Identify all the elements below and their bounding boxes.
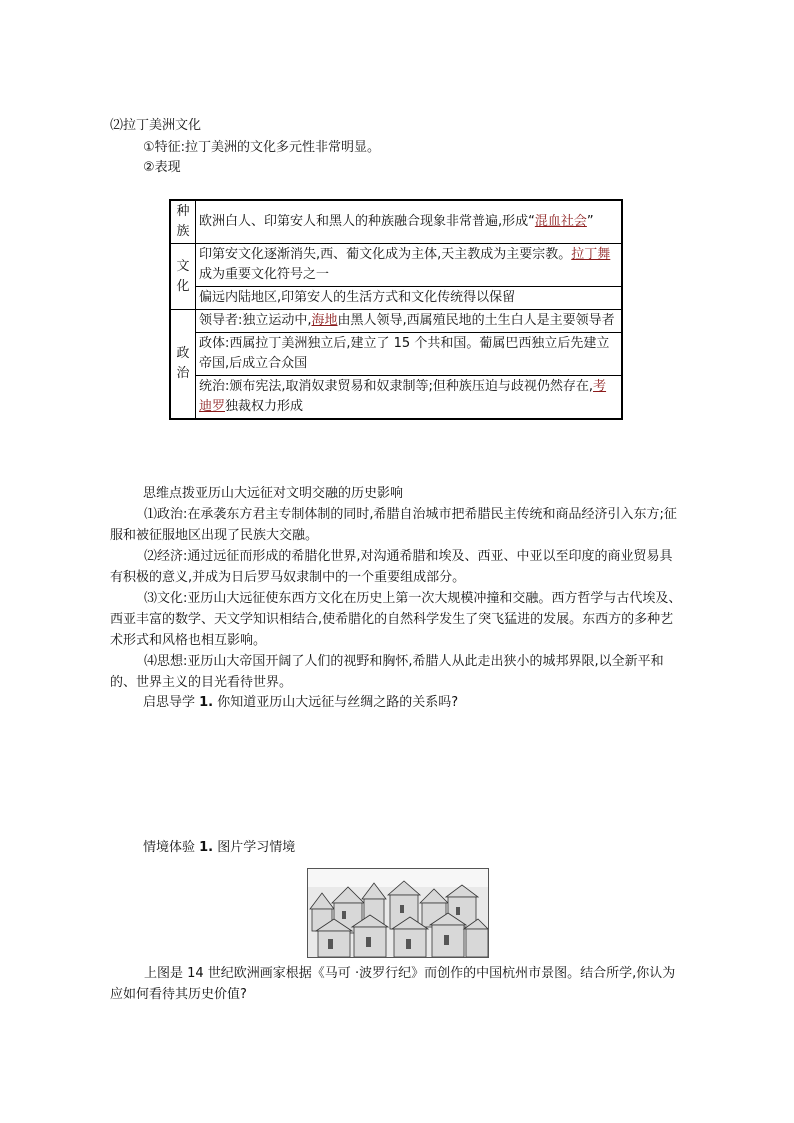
category-culture: 文化: [170, 244, 196, 310]
politics-cell-2: 政体:西属拉丁美洲独立后,建立了 15 个共和国。葡属巴西独立后先建立帝国,后成立合众国: [196, 333, 623, 376]
hangzhou-city-painting: [307, 868, 489, 958]
caudillo-link[interactable]: 考迪罗: [199, 379, 607, 414]
table-row: [170, 200, 622, 244]
politics-cell-3: [196, 376, 623, 420]
race-tail: ”: [586, 214, 594, 229]
guide-text: 你知道亚历山大远征与丝绸之路的关系吗?: [213, 695, 459, 710]
table-row: [170, 376, 622, 420]
scenario-number: 1.: [199, 840, 214, 855]
thinking-politics: ⑴政治:在承袭东方君主专制体制的同时,希腊自治城市把希腊民主传统和商品经济引入东方;征服和被征服地区出现了民族大交融。: [110, 507, 677, 543]
politics-tail-3: 独裁权力形成: [225, 399, 304, 414]
race-cell: [196, 200, 623, 244]
politics-text-1: 领导者:独立运动中,: [199, 313, 312, 328]
politics-text-3: 统治:颁布宪法,取消奴隶贸易和奴隶制等;但种族压迫与歧视仍然存在,: [199, 379, 594, 394]
guide-number: 1.: [199, 695, 214, 710]
latin-america-culture-table: [169, 199, 623, 420]
guide-question: [143, 693, 458, 713]
politics-cell-1: [196, 310, 623, 333]
thinking-thought: ⑷思想:亚历山大帝国开阔了人们的视野和胸怀,希腊人从此走出狭小的城邦界限,以全新平和的、世界主义的目光看待世界。: [110, 654, 664, 690]
table-row: [170, 310, 622, 333]
guide-label: 启思导学: [143, 695, 200, 710]
scenario-heading: [143, 838, 295, 858]
feature-line: ①特征:拉丁美洲的文化多元性非常明显。: [143, 140, 381, 155]
category-race: 种族: [170, 200, 196, 244]
scenario-title: 图片学习情境: [213, 840, 296, 855]
thinking-culture: ⑶文化:亚历山大远征使东西方文化在历史上第一次大规模冲撞和交融。西方哲学与古代埃及、西亚丰富的数学、天文学知识相结合,使希腊化的自然科学发生了突飞猛进的发展。东西方的多种艺术形式和风格也相互影响。: [110, 591, 682, 648]
section-heading: ⑵拉丁美洲文化: [110, 118, 202, 133]
culture-cell-2: 偏远内陆地区,印第安人的生活方式和文化传统得以保留: [196, 287, 623, 310]
latin-dance-link[interactable]: 拉丁舞: [571, 247, 611, 262]
scenario-label: 情境体验: [143, 840, 200, 855]
table-row: [170, 244, 622, 287]
table-row: [170, 287, 622, 310]
culture-text-1: 印第安文化逐渐消失,西、葡文化成为主体,天主教成为主要宗教。: [199, 247, 572, 262]
category-politics: 政治: [170, 310, 196, 420]
culture-tail-1: 成为重要文化符号之一: [199, 267, 330, 282]
picture-caption: 上图是 14 世纪欧洲画家根据《马可 ·波罗行纪》而创作的中国杭州市景图。结合所学,你认为应如何看待其历史价值?: [110, 966, 676, 1002]
thinking-title: 思维点拨亚历山大远征对文明交融的历史影响: [143, 486, 404, 501]
culture-cell-1: [196, 244, 623, 287]
table-row: [170, 333, 622, 376]
politics-tail-1: 由黑人领导,西属殖民地的土生白人是主要领导者: [337, 313, 615, 328]
thinking-economy: ⑵经济:通过远征而形成的希腊化世界,对沟通希腊和埃及、西亚、中亚以至印度的商业贸易具有积极的意义,并成为日后罗马奴隶制中的一个重要组成部分。: [110, 549, 673, 585]
mixed-society-link[interactable]: 混血社会: [534, 214, 587, 229]
expression-label: ②表现: [143, 160, 181, 175]
race-text: 欧洲白人、印第安人和黑人的种族融合现象非常普遍,形成“: [199, 214, 535, 229]
haiti-link[interactable]: 海地: [311, 313, 338, 328]
